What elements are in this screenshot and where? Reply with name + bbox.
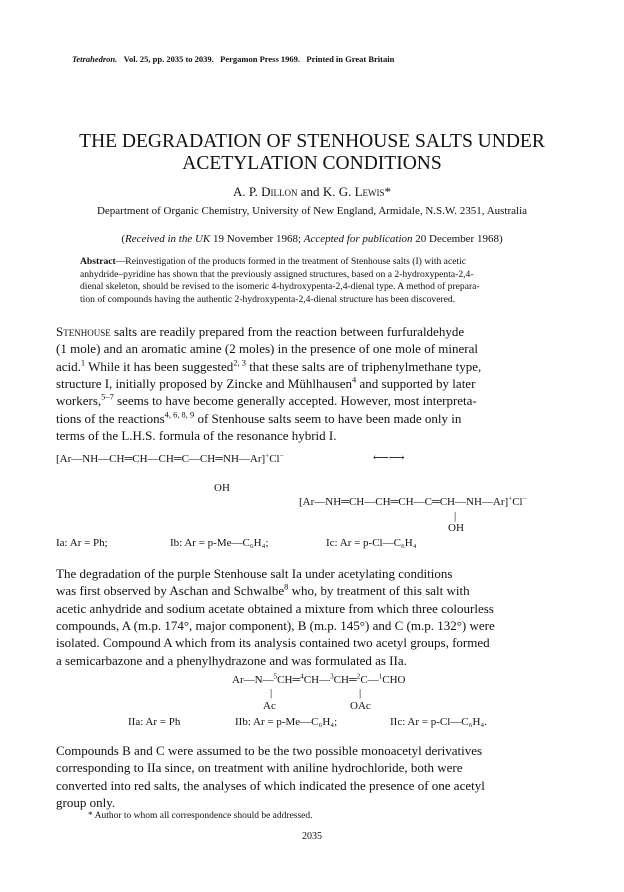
paper-title-line-2: ACETYLATION CONDITIONS [182,153,442,174]
structure-i-right-charge: + [508,494,513,503]
structure-i-right-oh: OH [448,522,464,534]
received-open: ( [121,233,126,245]
para1-line-1 [56,323,584,340]
para1-text-6b: of Stenhouse salts seem to have been made only in [194,410,462,426]
structure-ii-ac: Ac [263,700,276,712]
received-date: 19 November 1968; [210,233,304,245]
para1-text-1: salts are readily prepared from the reaction between furfuraldehyde [110,324,465,339]
author-marker: * [384,184,392,199]
received-dates [0,233,624,245]
para2-text-2a: was first observed by Aschan and Schwalbe [56,583,285,599]
para2-line-5: isolated. Compound A which from its analysis contained two acetyl groups, formed [56,635,490,651]
structure-i-left-anion: Cl [269,453,280,465]
structure-i-left-anion-charge: − [279,451,284,460]
structure-i-right [299,496,527,508]
para1-line-3 [56,358,584,375]
ref-2-3: 2, 3 [233,357,246,368]
citation: Vol. 25, pp. 2035 to 2039. [123,54,214,64]
para1-line-4 [56,375,584,392]
ref-4-6-8-9: 4, 6, 8, 9 [164,409,195,420]
para3-line-2: corresponding to IIa since, on treatment with aniline hydrochloride, both were [56,760,463,776]
para1-text-3b: While it has been suggested [85,358,234,374]
structure-i-left [56,453,284,465]
para2-line-2 [56,582,584,599]
accepted-label: Accepted for publication [303,233,413,245]
ref-4: 4 [352,374,357,385]
author-2-initials: K. G. [322,184,355,199]
paper-title-line-1: THE DEGRADATION OF STENHOUSE SALTS UNDER [79,131,545,152]
para1-line-7: terms of the L.H.S. formula of the resonance hybrid I. [56,427,337,443]
accepted-date: 20 December 1968) [412,233,503,245]
abstract-line-1 [80,256,545,269]
authors-and: and [297,184,323,199]
para1-text-5a: workers, [56,393,102,409]
structure-i-right-bond: | [454,510,457,522]
locant-5: 5 [273,672,278,681]
authors [0,184,624,200]
ref-5-7: 5–7 [101,391,114,402]
structure-ii-ar-n: Ar—N— [232,674,274,686]
para3-line-4: group only. [56,794,116,810]
stenhouse-smallcaps: Stenhouse [56,324,111,339]
structure-ii-oac: OAc [350,700,371,712]
para1-line-2: (1 mole) and an aromatic amine (2 moles) in the presence of one mole of mineral [56,341,478,357]
abstract-line-4: tion of compounds having the authentic 2-hydroxypenta-2,4-dienal structure has been discovered. [80,293,456,305]
structure-ii-c3: CH═ [333,674,357,686]
para2-line-1: The degradation of the purple Stenhouse salt Ia under acetylating conditions [56,566,453,581]
structure-ii-bond-c2: | [359,687,362,699]
para1-text-4a: structure I, initially proposed by Zincke and Mühlhausen [56,375,353,391]
structure-i-left-charge: + [265,451,270,460]
structure-ii-cho: CHO [382,674,406,686]
locant-4: 4 [300,672,304,681]
ref-1: 1 [80,357,86,368]
label-iib: IIb: Ar = p-Me—C₆H₄; [235,716,338,728]
page-number: 2035 [302,831,322,842]
para1-text-6a: tions of the reactions [56,410,165,426]
resonance-arrow: ⟵⟶ [373,452,405,464]
structure-ii-bond-n: | [270,687,273,699]
ref-8: 8 [284,581,289,592]
author-1-initials: A. P. [232,184,262,199]
printed-in: Printed in Great Britain [306,54,395,64]
locant-2: 2 [356,672,361,681]
para3-line-1: Compounds B and C were assumed to be the two possible monoacetyl derivatives [56,743,483,758]
label-ia: Ia: Ar = Ph; [56,537,108,549]
label-ic: Ic: Ar = p-Cl—C₆H₄ [326,537,417,549]
structure-ii-c5: CH═ [277,674,301,686]
label-ib: Ib: Ar = p-Me—C₆H₄; [170,537,269,549]
para1-text-3c: that these salts are of triphenylmethane type, [245,358,482,374]
structure-ii-c2: C— [360,674,379,686]
locant-3: 3 [330,672,334,681]
locant-1: 1 [378,672,383,681]
abstract-text: —Reinvestigation of the products formed in the treatment of Stenhouse salts (I) with acetic [115,256,467,267]
footnote: * Author to whom all correspondence should be addressed. [88,811,313,821]
structure-i-left-chain: [Ar—NH—CH═CH—CH═C—CH═NH—Ar] [56,453,266,465]
structure-i-right-anion: Cl [512,496,523,508]
para1-line-5 [56,392,584,409]
structure-i-right-anion-charge: − [522,494,527,503]
received-label: Received in the UK [125,233,211,245]
author-2-surname: Lewis [354,184,385,199]
para1-line-6 [56,410,584,427]
para3-line-3: converted into red salts, the analyses of which indicated the presence of one acetyl [56,777,485,793]
para2-line-4: compounds, A (m.p. 174°, major component), B (m.p. 145°) and C (m.p. 132°) were [56,617,495,633]
structure-ii [232,674,405,686]
structure-i-right-chain: [Ar—NH═CH—CH═CH—C═CH—NH—Ar] [299,496,509,508]
journal-name: Tetrahedron. [72,54,118,64]
abstract-line-2: anhydride–pyridine has shown that the previously assigned structures, based on a 2-hydroxypenta-2,4- [80,268,474,280]
label-iia: IIa: Ar = Ph [128,716,181,728]
structure-i-left-oh: OH [214,482,230,494]
structure-ii-c4: CH— [303,674,331,686]
para2-line-6: a semicarbazone and a phenylhydrazone and was formulated as IIa. [56,652,407,668]
publisher: Pergamon Press 1969. [220,54,301,64]
abstract-line-3: dienal skeleton, should be revised to the isomeric 4-hydroxypenta-2,4-dienal type. A method of prepara- [80,281,480,293]
para2-line-3: acetic anhydride and sodium acetate obtained a mixture from which three colourless [56,600,494,616]
para1-text-5b: seems to have become generally accepted. However, most interpreta- [113,393,477,409]
affiliation: Department of Organic Chemistry, University of New England, Armidale, N.S.W. 2351, Australia [96,205,528,217]
para1-text-4b: and supported by later [356,375,476,391]
para2-text-2b: who, by treatment of this salt with [288,583,470,599]
para1-text-3a: acid. [56,358,81,374]
journal-header [72,54,394,64]
label-iic: IIc: Ar = p-Cl—C₆H₄. [390,716,487,728]
author-1-surname: Dillon [261,184,298,199]
abstract-label: Abstract [80,256,116,267]
